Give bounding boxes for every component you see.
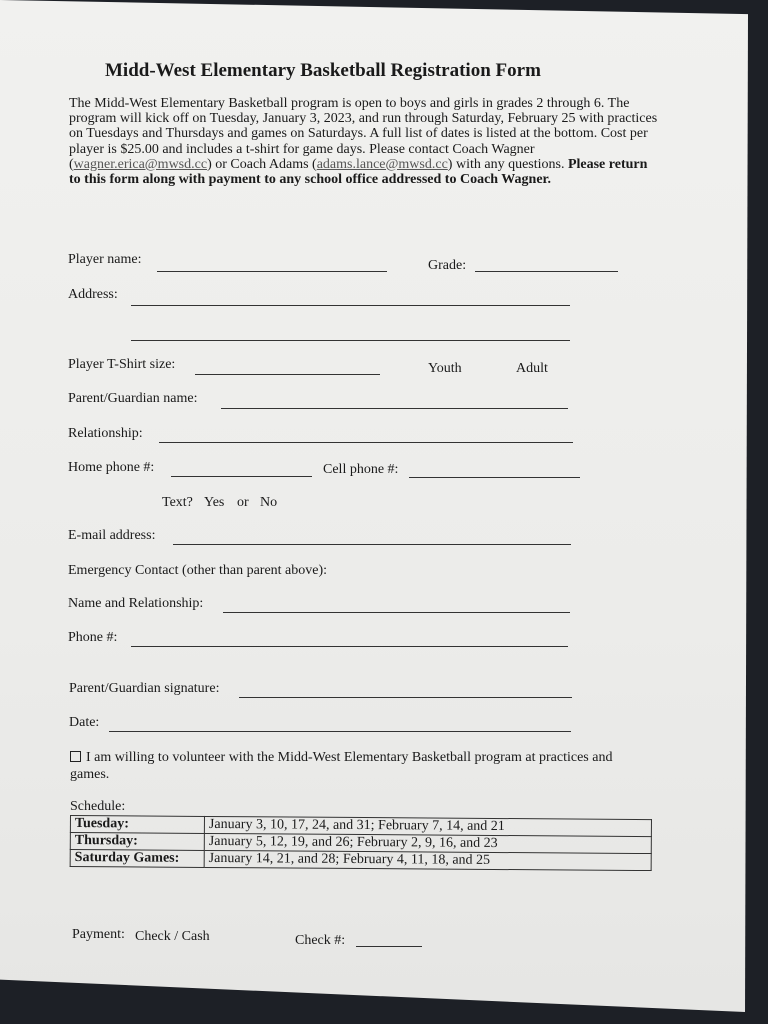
schedule-dates: January 3, 10, 17, 24, and 31; February 7, 14, and 21 — [204, 816, 651, 836]
schedule-heading: Schedule: — [70, 799, 126, 814]
payment-options[interactable]: Check / Cash — [135, 929, 210, 944]
tshirt-size-line[interactable] — [195, 374, 380, 375]
relationship-line[interactable] — [159, 442, 573, 443]
signature-line[interactable] — [239, 697, 572, 698]
player-name-line[interactable] — [157, 271, 387, 272]
phone-line[interactable] — [131, 646, 568, 647]
payment-label: Payment: — [72, 927, 125, 942]
volunteer-text: I am willing to volunteer with the Midd-West Elementary Basketball program at practices and games. — [70, 750, 613, 782]
date-line[interactable] — [109, 731, 571, 732]
table-row — [70, 850, 651, 871]
emergency-contact-heading: Emergency Contact (other than parent above): — [68, 563, 328, 578]
cell-phone-label: Cell phone #: — [323, 462, 399, 477]
grade-label: Grade: — [428, 258, 467, 273]
intro-text-1: The Midd-West Elementary Basketball program is open to boys and girls in grades 2 through 6. The program will kick off on Tuesday, January 3, 2023, and run through Saturday, February 25 with practices on Tuesdays and Thursdays and games on Saturdays. A full list of dates is listed at the bottom. Cost per player is $25.00 and includes a t-shirt for game days. Please contact Coach Wagner ( — [69, 96, 658, 172]
relationship-label: Relationship: — [68, 426, 143, 441]
coach-wagner-email[interactable]: wagner.erica@mwsd.cc — [73, 156, 208, 172]
phone-label: Phone #: — [68, 630, 118, 645]
text-or: or — [237, 495, 249, 510]
home-phone-line[interactable] — [171, 476, 312, 477]
address-line-1[interactable] — [131, 305, 570, 306]
intro-text-2: ) or Coach Adams ( — [207, 156, 317, 172]
schedule-table — [70, 815, 652, 871]
schedule-day: Saturday Games: — [70, 850, 204, 868]
volunteer-checkbox[interactable] — [70, 751, 81, 762]
signature-label: Parent/Guardian signature: — [69, 681, 220, 696]
text-no-option[interactable]: No — [260, 495, 278, 510]
text-question: Text? — [162, 495, 193, 510]
parent-name-label: Parent/Guardian name: — [68, 391, 198, 406]
schedule-day: Thursday: — [70, 833, 204, 851]
player-name-label: Player name: — [68, 252, 142, 267]
home-phone-label: Home phone #: — [68, 460, 155, 475]
date-label: Date: — [69, 715, 100, 730]
adult-option[interactable]: Adult — [516, 361, 548, 376]
schedule-dates: January 5, 12, 19, and 26; February 2, 9, 16, and 23 — [204, 833, 651, 853]
schedule-day: Tuesday: — [70, 816, 204, 834]
address-line-2[interactable] — [131, 340, 570, 341]
name-relationship-label: Name and Relationship: — [68, 596, 204, 611]
tshirt-size-label: Player T-Shirt size: — [68, 357, 176, 372]
address-label: Address: — [68, 287, 118, 302]
form-title: Midd-West Elementary Basketball Registration Form — [105, 60, 541, 81]
email-line[interactable] — [173, 544, 571, 545]
name-relationship-line[interactable] — [223, 612, 570, 613]
volunteer-checkbox-row[interactable] — [70, 749, 655, 783]
grade-line[interactable] — [475, 271, 618, 272]
check-number-line[interactable] — [356, 946, 422, 947]
schedule-dates: January 14, 21, and 28; February 4, 11, 18, and 25 — [204, 850, 651, 870]
cell-phone-line[interactable] — [409, 477, 580, 478]
coach-adams-email[interactable]: adams.lance@mwsd.cc — [316, 156, 448, 172]
parent-name-line[interactable] — [221, 408, 568, 409]
youth-option[interactable]: Youth — [428, 361, 462, 376]
intro-paragraph — [69, 96, 659, 187]
check-number-label: Check #: — [295, 933, 346, 948]
intro-text-3: ) with any questions. — [447, 156, 565, 172]
text-yes-option[interactable]: Yes — [204, 495, 225, 510]
return-instructions: Please return to this form along with payment to any school office addressed to Coach Wagner. — [69, 156, 648, 188]
email-label: E-mail address: — [68, 528, 156, 543]
